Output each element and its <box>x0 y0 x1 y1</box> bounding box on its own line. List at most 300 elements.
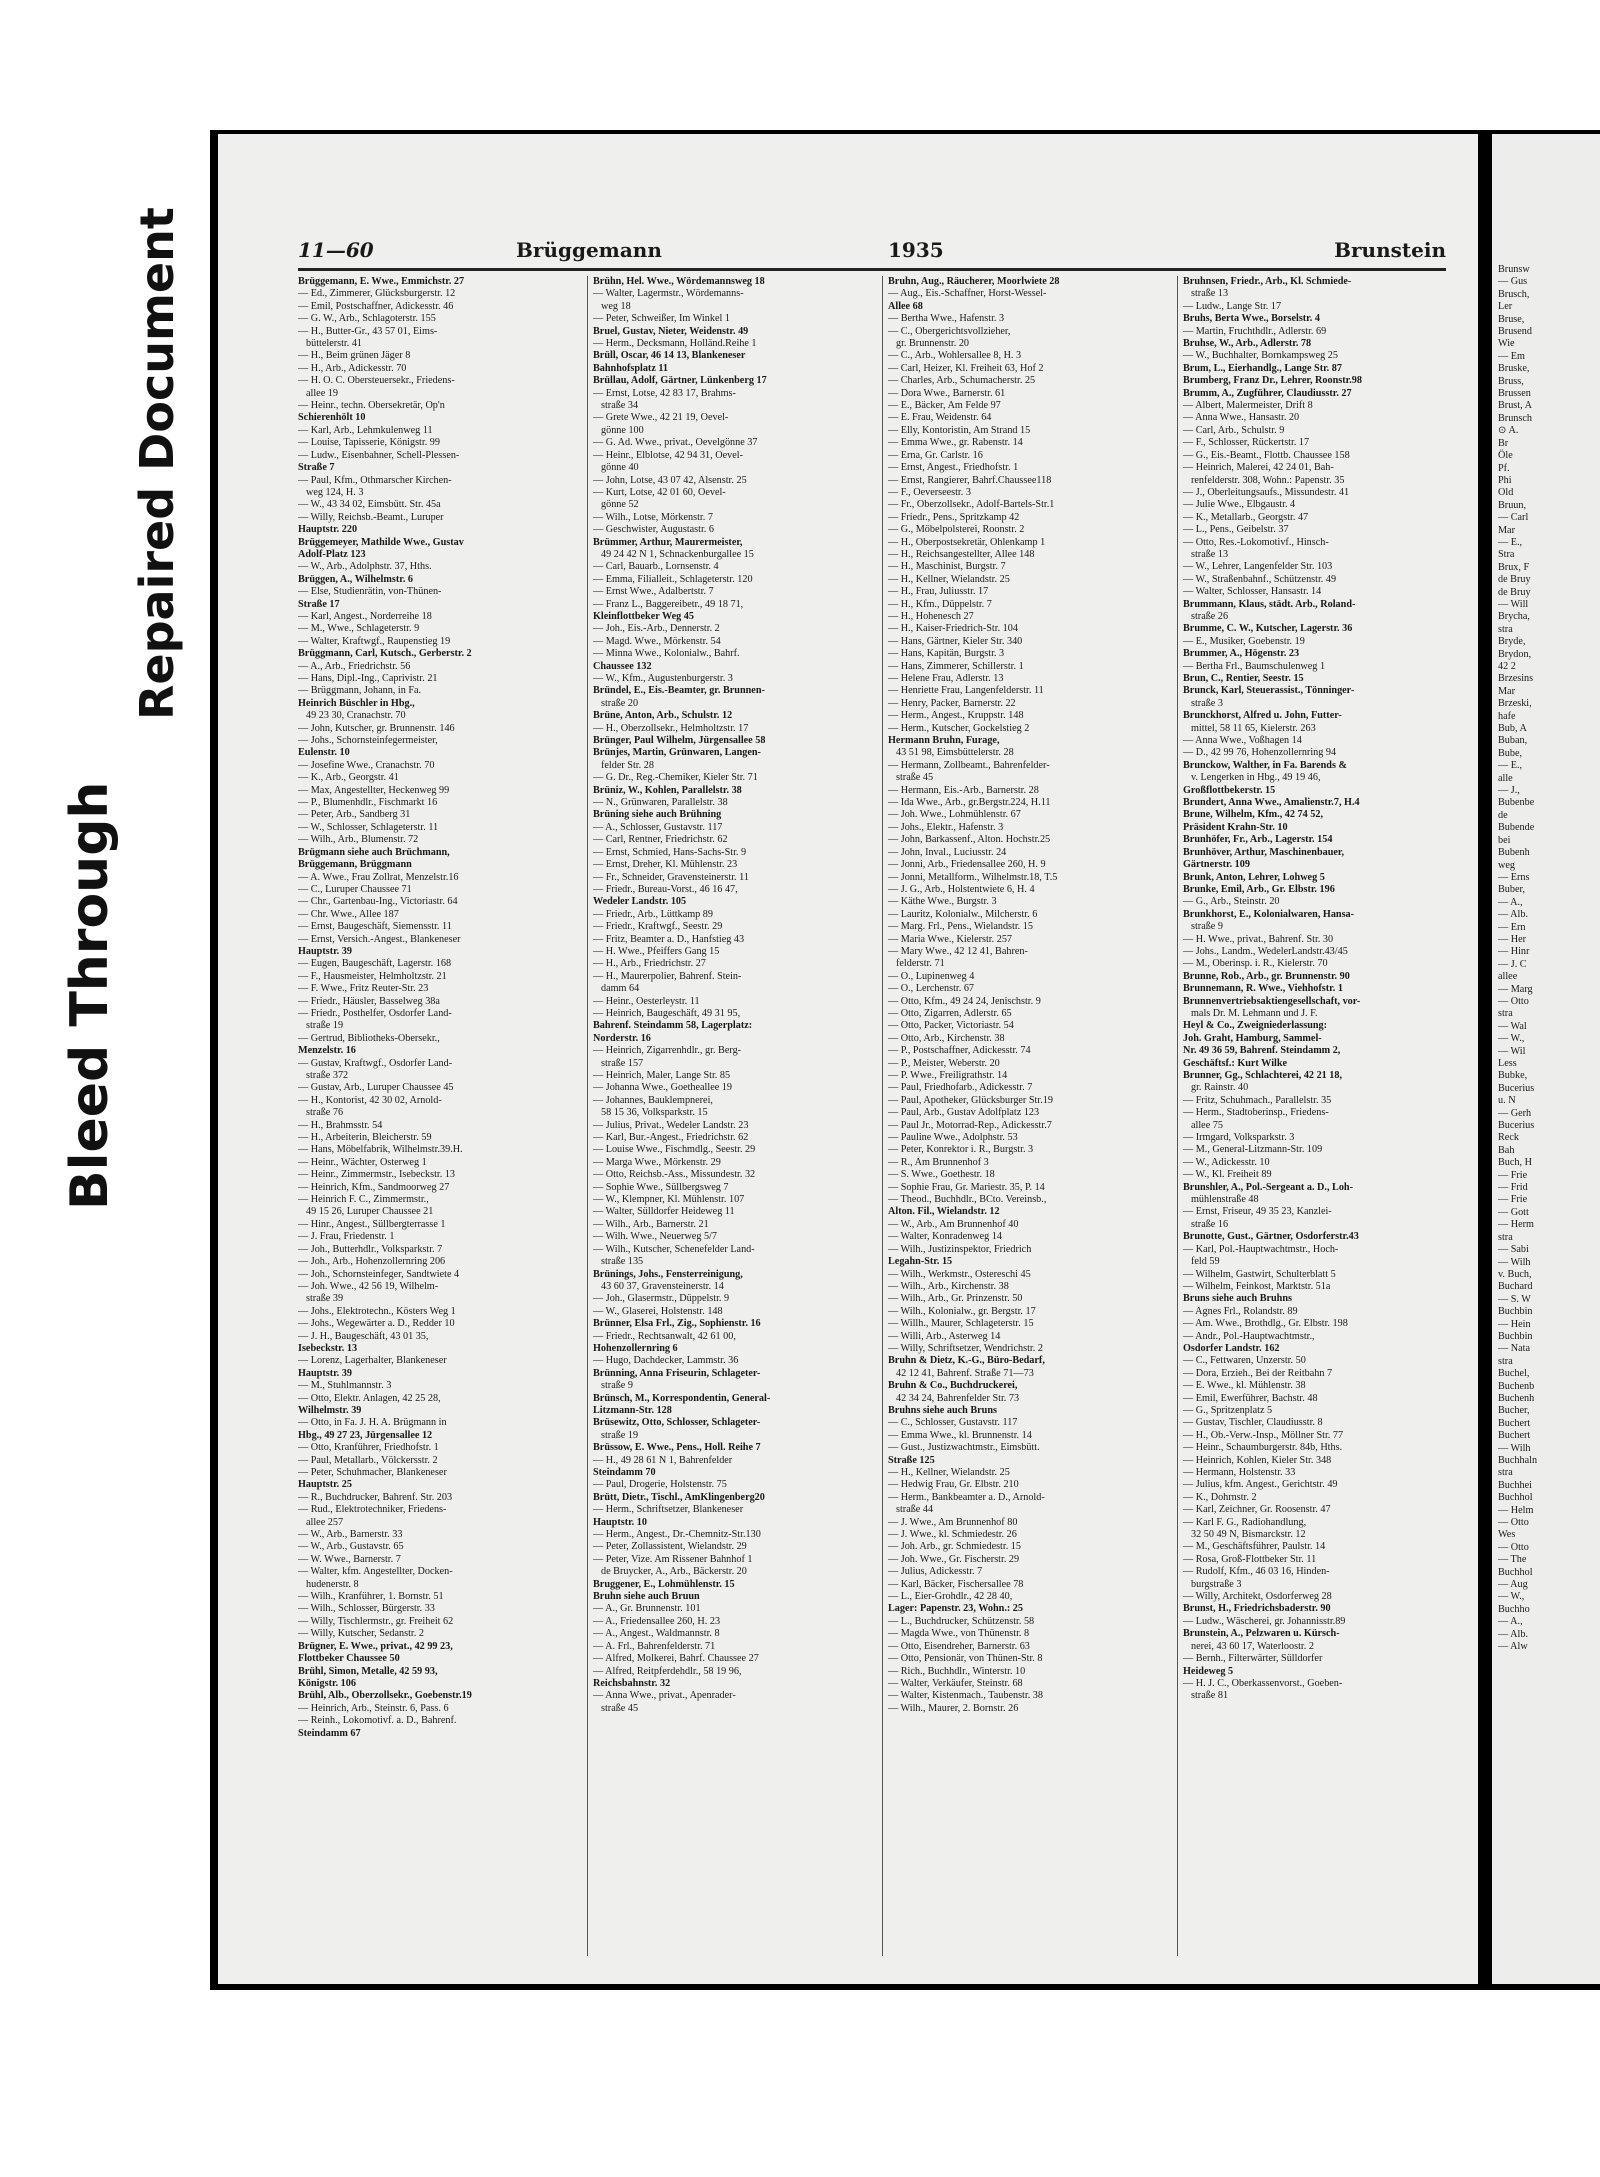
directory-entry-line: — L., Eier-Grohdlr., 42 28 40, <box>888 1591 1013 1603</box>
directory-entry-line: Heinrich Büschler in Hbg., <box>298 697 415 709</box>
directory-entry-line: Chaussee 132 <box>593 660 652 672</box>
directory-entry-line: — R., Am Brunnenhof 3 <box>888 1156 989 1168</box>
directory-entry-line: — Kurt, Lotse, 42 01 60, Oevel- <box>593 486 726 498</box>
directory-entry-line: — Hans, Gärtner, Kieler Str. 340 <box>888 635 1023 647</box>
directory-entry-line: — Gertrud, Bibliotheks-Obersekr., <box>298 1032 440 1044</box>
directory-entry-line: Isebeckstr. 13 <box>298 1342 358 1354</box>
directory-entry-line: — J., Oberleitungsaufs., Missundestr. 41 <box>1183 486 1350 498</box>
directory-entry-line: — H., Hohenesch 27 <box>888 610 974 622</box>
directory-entry-line: — Gustav, Tischler, Claudiusstr. 8 <box>1183 1417 1323 1429</box>
directory-entry-line: — M., Wwe., Schlageterstr. 9 <box>298 623 420 635</box>
facing-page-fragment: Bubende <box>1498 822 1535 834</box>
facing-page-fragment: Bucerius <box>1498 1120 1535 1132</box>
directory-entry-line: — Magd. Wwe., Mörkenstr. 54 <box>593 635 721 647</box>
directory-entry-line: — Walter, Verkäufer, Steinstr. 68 <box>888 1677 1023 1689</box>
directory-entry-line: — W., Arb., Adolphstr. 37, Hths. <box>298 561 432 573</box>
directory-entry-line: v. Lengerken in Hbg., 49 19 46, <box>1191 772 1321 784</box>
directory-entry-line: — W., 43 34 02, Eimsbütt. Str. 45a <box>298 499 441 511</box>
directory-entry-line: — Wilh., Arb., Blumenstr. 72 <box>298 834 419 846</box>
directory-entry-line: — Max, Angestellter, Heckenweg 99 <box>298 784 450 796</box>
directory-column-1 <box>298 276 581 1956</box>
directory-entry-line: — H., 49 28 61 N 1, Bahrenfelder <box>593 1454 733 1466</box>
directory-entry-line: — Eugen, Baugeschäft, Lagerstr. 168 <box>298 958 452 970</box>
directory-entry-line: — Walter, Lagermstr., Wördemanns- <box>593 288 744 300</box>
directory-entry-line: — H. Wwe., Pfeiffers Gang 15 <box>593 945 720 957</box>
directory-entry-line: — Johannes, Bauklempnerei, <box>593 1094 713 1106</box>
directory-entry-line: Königstr. 106 <box>298 1677 356 1689</box>
directory-entry-line: Brunkhorst, E., Kolonialwaren, Hansa- <box>1183 908 1355 920</box>
directory-entry-line: — Chr. Wwe., Allee 187 <box>298 908 399 920</box>
directory-entry-line: Brüggemann, E. Wwe., Emmichstr. 27 <box>298 276 465 287</box>
directory-entry-line: Brünning, Anna Friseurin, Schlageter- <box>593 1367 761 1379</box>
directory-entry-line: — Sophie Wwe., Süllbergsweg 7 <box>593 1181 729 1193</box>
facing-page-fragment: Buchhaln <box>1498 1455 1538 1466</box>
facing-page-fragment: Buchhei <box>1498 1479 1532 1491</box>
directory-entry-line: — Hermann, Eis.-Arb., Barnerstr. 28 <box>888 784 1039 796</box>
directory-entry-line: — S. Wwe., Goethestr. 18 <box>888 1169 995 1181</box>
header-year: 1935 <box>888 238 944 262</box>
directory-entry-line: — Ernst, Friseur, 49 35 23, Kanzlei- <box>1183 1206 1332 1218</box>
directory-entry-line: — Ludw., Wäscherei, gr. Johannisstr.89 <box>1183 1615 1346 1627</box>
directory-entry-line: — Louise Wwe., Fischmdlg., Seestr. 29 <box>593 1144 756 1156</box>
directory-entry-line: — Willy, Kutscher, Sedanstr. 2 <box>298 1628 424 1640</box>
directory-entry-line: — Otto, Reichsb.-Ass., Missundestr. 32 <box>593 1169 756 1181</box>
directory-entry-line: — Herm., Stadtoberinsp., Friedens- <box>1183 1107 1329 1119</box>
directory-entry-line: — E., Musiker, Goebenstr. 19 <box>1183 635 1305 647</box>
directory-entry-line: — Johs., Elektrotechn., Kösters Weg 1 <box>298 1305 456 1317</box>
directory-entry-line: — Gustav, Arb., Luruper Chaussee 45 <box>298 1082 454 1094</box>
directory-entry-line: — Willh., Maurer, Schlageterstr. 15 <box>888 1318 1034 1330</box>
directory-entry-line: — W., Kl. Freiheit 89 <box>1183 1169 1272 1181</box>
facing-page-fragment: — Carl <box>1498 512 1529 524</box>
directory-entry-line: Hauptstr. 39 <box>298 945 352 957</box>
directory-entry-line: — Friedr., Pens., Spritzkamp 42 <box>888 511 1020 523</box>
directory-entry-line: — Marga Wwe., Mörkenstr. 29 <box>593 1156 721 1168</box>
directory-entry-line: — Hans, Zimmerer, Schillerstr. 1 <box>888 660 1024 672</box>
facing-page-fragment: Bubenbe <box>1498 797 1535 809</box>
directory-entry-line: — Hans, Dipl.-Ing., Caprivistr. 21 <box>298 673 438 684</box>
directory-entry-line: — Joh., Arb., Hohenzollernring 206 <box>298 1256 446 1268</box>
side-labels <box>60 207 210 1210</box>
directory-entry-line: — Ludw., Eisenbahner, Schell-Plessen- <box>298 449 460 461</box>
directory-entry-line: — H., Maurerpolier, Bahrenf. Stein- <box>593 970 742 982</box>
directory-entry-line: Brunk, Anton, Lehrer, Lohweg 5 <box>1183 871 1325 883</box>
directory-entry-line: — W., Schlosser, Schlageterstr. 11 <box>298 821 439 833</box>
directory-entry-line: Brunhöver, Arthur, Maschinenbauer, <box>1183 846 1345 858</box>
directory-entry-line: — F., Hausmeister, Helmholtzstr. 21 <box>298 970 447 982</box>
directory-entry-line: Flottbeker Chaussee 50 <box>298 1653 400 1665</box>
directory-entry-line: — Heinr., Zimmermstr., Isebeckstr. 13 <box>298 1169 456 1181</box>
directory-entry-line: — Johs., Schornsteinfegermeister, <box>298 735 438 747</box>
facing-page-fragment: Buchard <box>1498 1281 1533 1293</box>
directory-entry-line: Hohenzollernring 6 <box>593 1342 678 1354</box>
facing-page-fragment: — Helm <box>1498 1504 1534 1516</box>
directory-entry-line: — Willy, Schriftsetzer, Wendrichstr. 2 <box>888 1342 1043 1354</box>
directory-entry-line: Brunstein, A., Pelzwaren u. Kürsch- <box>1183 1628 1340 1640</box>
directory-entry-line: — Louise, Tapisserie, Königstr. 99 <box>298 437 440 449</box>
directory-entry-line: — Henriette Frau, Langenfelderstr. 11 <box>888 685 1044 697</box>
facing-page-fragment: weg <box>1498 859 1515 871</box>
directory-entry-line: — Rudolf, Kfm., 46 03 16, Hinden- <box>1183 1566 1330 1578</box>
directory-entry-line: — Jonni, Arb., Friedensallee 260, H. 9 <box>888 859 1046 871</box>
directory-entry-line: — Ernst, Baugeschäft, Siemensstr. 11 <box>298 921 452 933</box>
facing-page-fragment: Buber, <box>1498 884 1526 896</box>
directory-entry-line: Adolf-Platz 123 <box>298 548 366 560</box>
directory-entry-line: — R., Buchdrucker, Bahrenf. Str. 203 <box>298 1491 453 1503</box>
directory-entry-line: — Paul, Kfm., Othmarscher Kirchen- <box>298 474 452 486</box>
directory-entry-line: — W., Kfm., Augustenburgerstr. 3 <box>593 673 733 684</box>
directory-entry-line: Brunshler, A., Pol.-Sergeant a. D., Loh- <box>1183 1181 1353 1193</box>
directory-entry-line: — Marg. Frl., Pens., Wielandstr. 15 <box>888 921 1033 933</box>
facing-page-fragment: Buchhol <box>1498 1566 1533 1578</box>
directory-entry-line: — Carl, Bauarb., Lornsenstr. 4 <box>593 561 719 573</box>
directory-entry-line: Brümmer, Arthur, Maurermeister, <box>593 536 743 548</box>
directory-entry-line: hudenerstr. 8 <box>306 1578 359 1590</box>
directory-entry-line: Brüne, Anton, Arb., Schulstr. 12 <box>593 710 733 722</box>
directory-entry-line: Hauptstr. 39 <box>298 1367 352 1379</box>
directory-entry-line: — John, Barkassenf., Alton. Hochstr.25 <box>888 834 1051 846</box>
directory-entry-line: — E. Wwe., kl. Mühlenstr. 38 <box>1183 1380 1306 1392</box>
directory-entry-line: straße 16 <box>1191 1218 1229 1230</box>
directory-entry-line: feld 59 <box>1191 1256 1220 1268</box>
facing-page-fragment: — Gott <box>1498 1206 1529 1218</box>
facing-page-fragment: Stra <box>1498 549 1515 561</box>
directory-entry-line: Brüggen, A., Wilhelmstr. 6 <box>298 573 414 585</box>
directory-entry-line: — Paul, Apotheker, Glücksburger Str.19 <box>888 1094 1053 1106</box>
directory-entry-line: — W., Glaserei, Holstenstr. 148 <box>593 1305 723 1317</box>
directory-entry-line: — H., Kontorist, 42 30 02, Arnold- <box>298 1094 442 1106</box>
directory-entry-line: — Paul, Metallarb., Völckersstr. 2 <box>298 1454 438 1466</box>
directory-entry-line: Allee 68 <box>888 300 923 312</box>
directory-entry-line: — Karl, Bur.-Angest., Friedrichstr. 62 <box>593 1132 749 1144</box>
directory-entry-line: — Wilh., Maurer, 2. Bornstr. 26 <box>888 1702 1019 1714</box>
directory-entry-line: Hermann Bruhn, Furage, <box>888 735 1000 747</box>
directory-entry-line: straße 157 <box>601 1057 644 1069</box>
directory-entry-line: — A., Gr. Brunnenstr. 101 <box>593 1603 701 1615</box>
directory-entry-line: — Carl, Rentner, Friedrichstr. 62 <box>593 834 728 846</box>
directory-entry-line: — Julius, Adickesstr. 7 <box>888 1566 983 1578</box>
facing-page-fragment: stra <box>1498 623 1513 635</box>
directory-entry-line: — Ernst, Rangierer, Bahrf.Chaussee118 <box>888 474 1052 486</box>
bleed-through-label: Bleed Through <box>60 781 120 1210</box>
directory-entry-line: — W., Arb., Gustavstr. 65 <box>298 1541 404 1553</box>
directory-entry-line: Bründel, E., Eis.-Beamter, gr. Brunnen- <box>593 685 765 697</box>
directory-entry-line: — Anna Wwe., Voßhagen 14 <box>1183 735 1302 747</box>
facing-page-fragment: stra <box>1498 1467 1513 1479</box>
facing-page-fragment: — Ern <box>1498 921 1526 933</box>
column-divider <box>882 276 883 1956</box>
directory-entry-line: Gärtnerstr. 109 <box>1183 859 1250 871</box>
directory-entry-line: — Friedr., Rechtsanwalt, 42 61 00, <box>593 1330 736 1342</box>
directory-entry-line: — Wilh. Wwe., Neuerweg 5/7 <box>593 1231 717 1243</box>
directory-entry-line: — H. J. C., Oberkassenvorst., Goeben- <box>1183 1677 1343 1689</box>
directory-entry-line: — Bertha Wwe., Hafenstr. 3 <box>888 313 1005 325</box>
directory-entry-line: — H., Frau, Juliusstr. 17 <box>888 586 989 598</box>
directory-entry-line: — Elly, Kontoristin, Am Strand 15 <box>888 424 1031 436</box>
directory-entry-line: — Joh., Eis.-Arb., Dennerstr. 2 <box>593 623 720 635</box>
directory-entry-line: — G. Ad. Wwe., privat., Oevelgönne 37 <box>593 437 758 449</box>
directory-column-2 <box>593 276 876 1956</box>
directory-entry-line: Heyl & Co., Zweigniederlassung: <box>1183 1020 1328 1032</box>
facing-page-fragment: Brycha, <box>1498 611 1530 623</box>
directory-entry-line: — Paul Jr., Motorrad-Rep., Adickesstr.7 <box>888 1119 1052 1131</box>
directory-entry-line: Nr. 49 36 59, Bahrenf. Steindamm 2, <box>1183 1045 1341 1057</box>
directory-entry-line: Wedeler Landstr. 105 <box>593 896 687 908</box>
directory-entry-line: Brünjes, Martin, Grünwaren, Langen- <box>593 747 761 759</box>
directory-entry-line: — Wilh., Arb., Kirchenstr. 38 <box>888 1280 1009 1292</box>
directory-entry-line: — E. Frau, Weidenstr. 64 <box>888 412 992 424</box>
facing-page-fragment: Bruss, <box>1498 375 1524 387</box>
facing-page-fragments <box>1492 134 1600 1654</box>
directory-entry-line: — Heinr., Schaumburgerstr. 84b, Hths. <box>1183 1442 1343 1454</box>
directory-entry-line: — Heinrich, Arb., Steinstr. 6, Pass. 6 <box>298 1702 449 1714</box>
facing-page-fragment: Pf. <box>1498 462 1510 474</box>
facing-page-fragment: — Frie <box>1498 1194 1528 1206</box>
directory-entry-line: — Otto, Pensionär, von Thünen-Str. 8 <box>888 1653 1043 1665</box>
directory-entry-line: 49 23 30, Cranachstr. 70 <box>306 710 406 722</box>
directory-entry-line: — Herm., Angest., Kruppstr. 148 <box>888 710 1024 722</box>
directory-entry-line: straße 3 <box>1191 697 1223 709</box>
directory-entry-line: — Chr., Gartenbau-Ing., Victoriastr. 64 <box>298 896 458 908</box>
directory-entry-line: mittel, 58 11 65, Kielerstr. 263 <box>1191 722 1316 734</box>
facing-page-fragment: Reck <box>1498 1132 1519 1144</box>
facing-page-fragment: — Frie <box>1498 1169 1528 1181</box>
directory-entry-line: Brun, C., Rentier, Seestr. 15 <box>1183 673 1304 684</box>
directory-entry-line: felder Str. 28 <box>601 759 654 771</box>
directory-entry-line: — Peter, Zollassistent, Wielandstr. 29 <box>593 1541 747 1553</box>
directory-entry-line: — Gustav, Kraftwgf., Osdorfer Land- <box>298 1057 453 1069</box>
directory-entry-line: — Carl, Heizer, Kl. Freiheit 63, Hof 2 <box>888 362 1044 374</box>
directory-entry-line: 43 60 37, Gravensteinerstr. 14 <box>601 1280 724 1292</box>
directory-entry-line: — F., Schlosser, Rückertstr. 17 <box>1183 437 1310 449</box>
directory-entry-line: Brühl, Alb., Oberzollsekr., Goebenstr.19 <box>298 1690 472 1702</box>
directory-entry-line: damm 64 <box>601 983 640 995</box>
facing-page-fragment: Buchbin <box>1498 1306 1533 1318</box>
directory-entry-line: Schierenhölt 10 <box>298 412 366 424</box>
facing-page-fragment: — Hinr <box>1498 946 1530 958</box>
directory-entry-line: Bruhns siehe auch Bruns <box>888 1404 997 1416</box>
directory-entry-line: — Wilh., Schlosser, Bürgerstr. 33 <box>298 1603 435 1615</box>
directory-entry-line: Bruhse, W., Arb., Adlerstr. 78 <box>1183 338 1312 350</box>
facing-page-fragment: Brussen <box>1498 388 1531 400</box>
directory-entry-line: Hauptstr. 220 <box>298 524 358 536</box>
column-divider <box>1177 276 1178 1956</box>
directory-entry-line: Brunner, Gg., Schlachterei, 42 21 18, <box>1183 1070 1343 1081</box>
facing-page-fragment: — S. W <box>1498 1293 1531 1305</box>
directory-entry-line: — J. G., Arb., Holstentwiete 6, H. 4 <box>888 883 1035 895</box>
facing-page-fragment: — Her <box>1498 933 1527 945</box>
directory-entry-line: — Heinrich, Maler, Lange Str. 85 <box>593 1070 731 1081</box>
facing-page-fragment: Brunsch <box>1498 412 1532 424</box>
facing-page-fragment: — Wil <box>1498 1045 1526 1057</box>
directory-entry-line: — Willy, Reichsb.-Beamt., Luruper <box>298 511 444 523</box>
directory-entry-line: — Else, Studienrätin, von-Thünen- <box>298 586 442 598</box>
directory-entry-line: Bruhn & Dietz, K.-G., Büro-Bedarf, <box>888 1355 1045 1367</box>
directory-entry-line: burgstraße 3 <box>1191 1578 1242 1590</box>
directory-entry-line: — Heinrich, Kfm., Sandmoorweg 27 <box>298 1181 450 1193</box>
directory-entry-line: Brunst, H., Friedrichsbaderstr. 90 <box>1183 1603 1331 1615</box>
directory-entry-line: — Geschwister, Augustastr. 6 <box>593 524 714 536</box>
facing-page-fragment: Old <box>1498 487 1514 499</box>
directory-entry-line: Brune, Wilhelm, Kfm., 42 74 52, <box>1183 809 1323 821</box>
directory-entry-line: — O., Lupinenweg 4 <box>888 970 975 982</box>
facing-page-fragment: 42 2 <box>1498 661 1516 672</box>
directory-entry-line: — Karl, Angest., Norderreihe 18 <box>298 610 432 622</box>
directory-entry-line: büttelerstr. 41 <box>306 338 363 350</box>
directory-entry-line: — Friedr., Bureau-Vorst., 46 16 47, <box>593 883 738 895</box>
directory-entry-line: straße 19 <box>601 1429 639 1441</box>
directory-entry-line: — Erna, Gr. Carlstr. 16 <box>888 449 983 461</box>
directory-entry-line: — H., Reichsangestellter, Allee 148 <box>888 548 1035 560</box>
directory-entry-line: — Peter, Vize. Am Rissener Bahnhof 1 <box>593 1553 753 1565</box>
directory-entry-line: — Otto, Kranführer, Friedhofstr. 1 <box>298 1442 439 1454</box>
scanned-spread <box>210 130 1600 1990</box>
directory-entry-line: — Charles, Arb., Schumacherstr. 25 <box>888 375 1036 387</box>
directory-entry-line: — Brüggmann, Johann, in Fa. <box>298 685 422 697</box>
directory-entry-line: — A., Schlosser, Gustavstr. 117 <box>593 821 723 833</box>
facing-page-fragment: Buchenb <box>1498 1380 1535 1392</box>
directory-entry-line: — Heinrich, Baugeschäft, 49 31 95, <box>593 1007 741 1019</box>
directory-entry-line: — H., Kellner, Wielandstr. 25 <box>888 1467 1010 1478</box>
directory-entry-line: Brüll, Oscar, 46 14 13, Blankeneser <box>593 350 746 362</box>
directory-entry-line: — Heinr., Wächter, Osterweg 1 <box>298 1156 427 1168</box>
directory-entry-line: — Am. Wwe., Brothdlg., Gr. Elbstr. 198 <box>1183 1318 1348 1330</box>
directory-entry-line: — Wilh., Kutscher, Schenefelder Land- <box>593 1243 755 1255</box>
facing-page-fragment: Bruse, <box>1498 313 1525 325</box>
directory-entry-line: — Otto, Zigarren, Adlerstr. 65 <box>888 1007 1012 1019</box>
directory-entry-line: — Herm., Schriftsetzer, Blankeneser <box>593 1504 744 1516</box>
directory-column-4 <box>1183 276 1466 1956</box>
directory-entry-line: — Martin, Fruchthdlr., Adlerstr. 69 <box>1183 325 1327 337</box>
directory-entry-line: — Theod., Buchhdlr., BCto. Vereinsb., <box>888 1194 1047 1206</box>
facing-page-edge <box>1492 134 1600 1984</box>
facing-page-fragment: allee <box>1498 971 1518 983</box>
facing-page-fragment: — Alb. <box>1498 1628 1528 1640</box>
directory-entry-line: Brütt, Dietr., Tischl., AmKlingenberg20 <box>593 1491 765 1503</box>
directory-entry-line: — N., Grünwaren, Parallelstr. 38 <box>593 797 728 809</box>
directory-entry-line: Brünger, Paul Wilhelm, Jürgensallee 58 <box>593 735 766 747</box>
directory-entry-line: straße 45 <box>601 1702 639 1714</box>
directory-entry-line: Kleinflottbeker Weg 45 <box>593 610 694 622</box>
page-number: 11—60 <box>298 238 374 262</box>
directory-entry-line: renfelderstr. 308, Wohn.: Papenstr. 35 <box>1191 474 1345 486</box>
directory-entry-line: — Otto, in Fa. J. H. A. Brügmann in <box>298 1417 447 1429</box>
directory-entry-line: — Lauritz, Kolonialw., Milcherstr. 6 <box>888 908 1038 920</box>
running-header <box>298 238 1446 264</box>
header-rule <box>298 268 1446 271</box>
facing-page-fragment: — Nata <box>1498 1343 1530 1355</box>
directory-entry-line: Alton. Fil., Wielandstr. 12 <box>888 1206 1000 1218</box>
directory-entry-line: Straße 17 <box>298 598 340 610</box>
facing-page-fragment: Mar <box>1498 685 1515 697</box>
directory-entry-line: — Paul, Arb., Gustav Adolfplatz 123 <box>888 1107 1040 1119</box>
directory-entry-line: — W., Buchhalter, Bornkampsweg 25 <box>1183 350 1338 362</box>
directory-entry-line: — H., Arbeiterin, Bleicherstr. 59 <box>298 1132 432 1144</box>
directory-entry-line: 42 12 41, Bahrenf. Straße 71—73 <box>896 1367 1034 1379</box>
directory-entry-line: straße 9 <box>1191 921 1223 933</box>
directory-entry-line: — Fritz, Schuhmach., Parallelstr. 35 <box>1183 1094 1332 1106</box>
directory-entry-line: — Hans, Kapitän, Burgstr. 3 <box>888 648 1005 660</box>
directory-entry-line: — Willy, Tischlermstr., gr. Freiheit 62 <box>298 1615 454 1627</box>
facing-page-fragment: Brux, F <box>1498 561 1530 573</box>
directory-entry-line: — Johs., Landm., WedelerLandstr.43/45 <box>1183 945 1348 957</box>
facing-page-fragment: — Gerh <box>1498 1107 1532 1119</box>
directory-entry-line: — Dora, Erzieh., Bei der Reitbahn 7 <box>1183 1367 1333 1379</box>
directory-entry-line: straße 26 <box>1191 610 1229 622</box>
directory-entry-line: gönne 40 <box>601 462 639 474</box>
facing-page-fragment: Buchert <box>1498 1430 1531 1442</box>
directory-entry-line: Bruhn & Co., Buchdruckerei, <box>888 1380 1018 1392</box>
directory-entry-line: straße 20 <box>601 697 639 709</box>
directory-entry-line: — Heinrich F. C., Zimmermstr., <box>298 1194 429 1206</box>
directory-entry-line: — W., Arb., Am Brunnenhof 40 <box>888 1218 1019 1230</box>
directory-entry-line: — Ernst, Lotse, 42 83 17, Brahms- <box>593 387 736 399</box>
directory-entry-line: straße 45 <box>896 772 934 784</box>
facing-page-fragment: Brust, A <box>1498 400 1532 412</box>
directory-entry-line: straße 19 <box>306 1020 344 1032</box>
directory-entry-line: — W., Straßenbahnf., Schützenstr. 49 <box>1183 573 1337 585</box>
directory-entry-line: Bruhn siehe auch Bruun <box>593 1591 700 1603</box>
directory-entry-line: — Friedr., Kraftwgf., Seestr. 29 <box>593 921 723 933</box>
directory-entry-line: — H., Oberpostsekretär, Ohlenkamp 1 <box>888 536 1046 548</box>
directory-entry-line: Brüggemann, Brüggmann <box>298 859 412 871</box>
directory-entry-line: — P. Wwe., Freiligrathstr. 14 <box>888 1070 1008 1081</box>
directory-entry-line: Bruhn, Aug., Räucherer, Moorlwiete 28 <box>888 276 1060 287</box>
directory-entry-line: — Hugo, Dachdecker, Lammstr. 36 <box>593 1355 739 1367</box>
directory-entry-line: — G. W., Arb., Schlagoterstr. 155 <box>298 313 436 325</box>
directory-entry-line: — Ernst, Angest., Friedhofstr. 1 <box>888 462 1019 474</box>
directory-entry-line: Hbg., 49 27 23, Jürgensallee 12 <box>298 1429 433 1441</box>
directory-entry-line: — Walter, kfm. Angestellter, Docken- <box>298 1566 453 1578</box>
directory-entry-line: — Wilh., Arb., Barnerstr. 21 <box>593 1218 709 1230</box>
directory-entry-line: Norderstr. 16 <box>593 1032 651 1044</box>
directory-entry-line: straße 34 <box>601 400 639 412</box>
directory-entry-line: — Julius, kfm. Angest., Gerichtstr. 49 <box>1183 1479 1338 1491</box>
directory-entry-line: Hauptstr. 10 <box>593 1516 647 1528</box>
directory-entry-line: felderstr. 71 <box>896 958 945 970</box>
directory-entry-line: — Anna Wwe., Hansastr. 20 <box>1183 412 1300 424</box>
directory-entry-line: — Emma, Filialleit., Schlageterstr. 120 <box>593 573 753 585</box>
directory-entry-line: — Irmgard, Volksparkstr. 3 <box>1183 1132 1295 1144</box>
directory-entry-line: — Peter, Arb., Sandberg 31 <box>298 809 411 821</box>
directory-entry-line: — Peter, Konrektor i. R., Burgstr. 3 <box>888 1144 1034 1156</box>
directory-entry-line: — W., Lehrer, Langenfelder Str. 103 <box>1183 561 1333 573</box>
directory-entry-line: — Rich., Buchhdlr., Winterstr. 10 <box>888 1665 1026 1677</box>
directory-entry-line: Brüssow, E. Wwe., Pens., Holl. Reihe 7 <box>593 1442 761 1454</box>
directory-entry-line: — Grete Wwe., 42 21 19, Oevel- <box>593 412 729 424</box>
directory-entry-line: — Ernst, Versich.-Angest., Blankeneser <box>298 933 461 945</box>
directory-entry-line: — Paul, Friedhofarb., Adickesstr. 7 <box>888 1082 1033 1094</box>
directory-entry-line: — A., Arb., Friedrichstr. 56 <box>298 660 411 672</box>
directory-entry-line: Bahrenf. Steindamm 58, Lagerplatz: <box>593 1020 753 1032</box>
facing-page-fragment: Buchbin <box>1498 1330 1533 1342</box>
directory-entry-line: — A., Friedensallee 260, H. 23 <box>593 1615 721 1627</box>
directory-entry-line: weg 124, H. 3 <box>306 486 364 498</box>
directory-entry-line: Brügner, E. Wwe., privat., 42 99 23, <box>298 1640 453 1652</box>
directory-entry-line: — W. Wwe., Barnerstr. 7 <box>298 1553 401 1565</box>
directory-entry-line: Brunotte, Gust., Gärtner, Osdorferstr.43 <box>1183 1231 1359 1243</box>
directory-entry-line: — L., Buchdrucker, Schützenstr. 58 <box>888 1615 1035 1627</box>
directory-entry-line: Bahnhofsplatz 11 <box>593 362 669 374</box>
directory-entry-line: — G., Spritzenplatz 5 <box>1183 1404 1273 1416</box>
directory-entry-line: — Lorenz, Lagerhalter, Blankeneser <box>298 1355 447 1367</box>
directory-entry-line: — L., Pens., Geibelstr. 37 <box>1183 524 1289 536</box>
directory-entry-line: — Friedr., Arb., Lüttkamp 89 <box>593 908 713 920</box>
facing-page-fragment: — Will <box>1498 598 1529 610</box>
facing-page-fragment: — E., <box>1498 536 1523 548</box>
facing-page-fragment: Buchert <box>1498 1417 1531 1429</box>
directory-entry-line: — Walter, Kraftwgf., Raupenstieg 19 <box>298 635 451 647</box>
